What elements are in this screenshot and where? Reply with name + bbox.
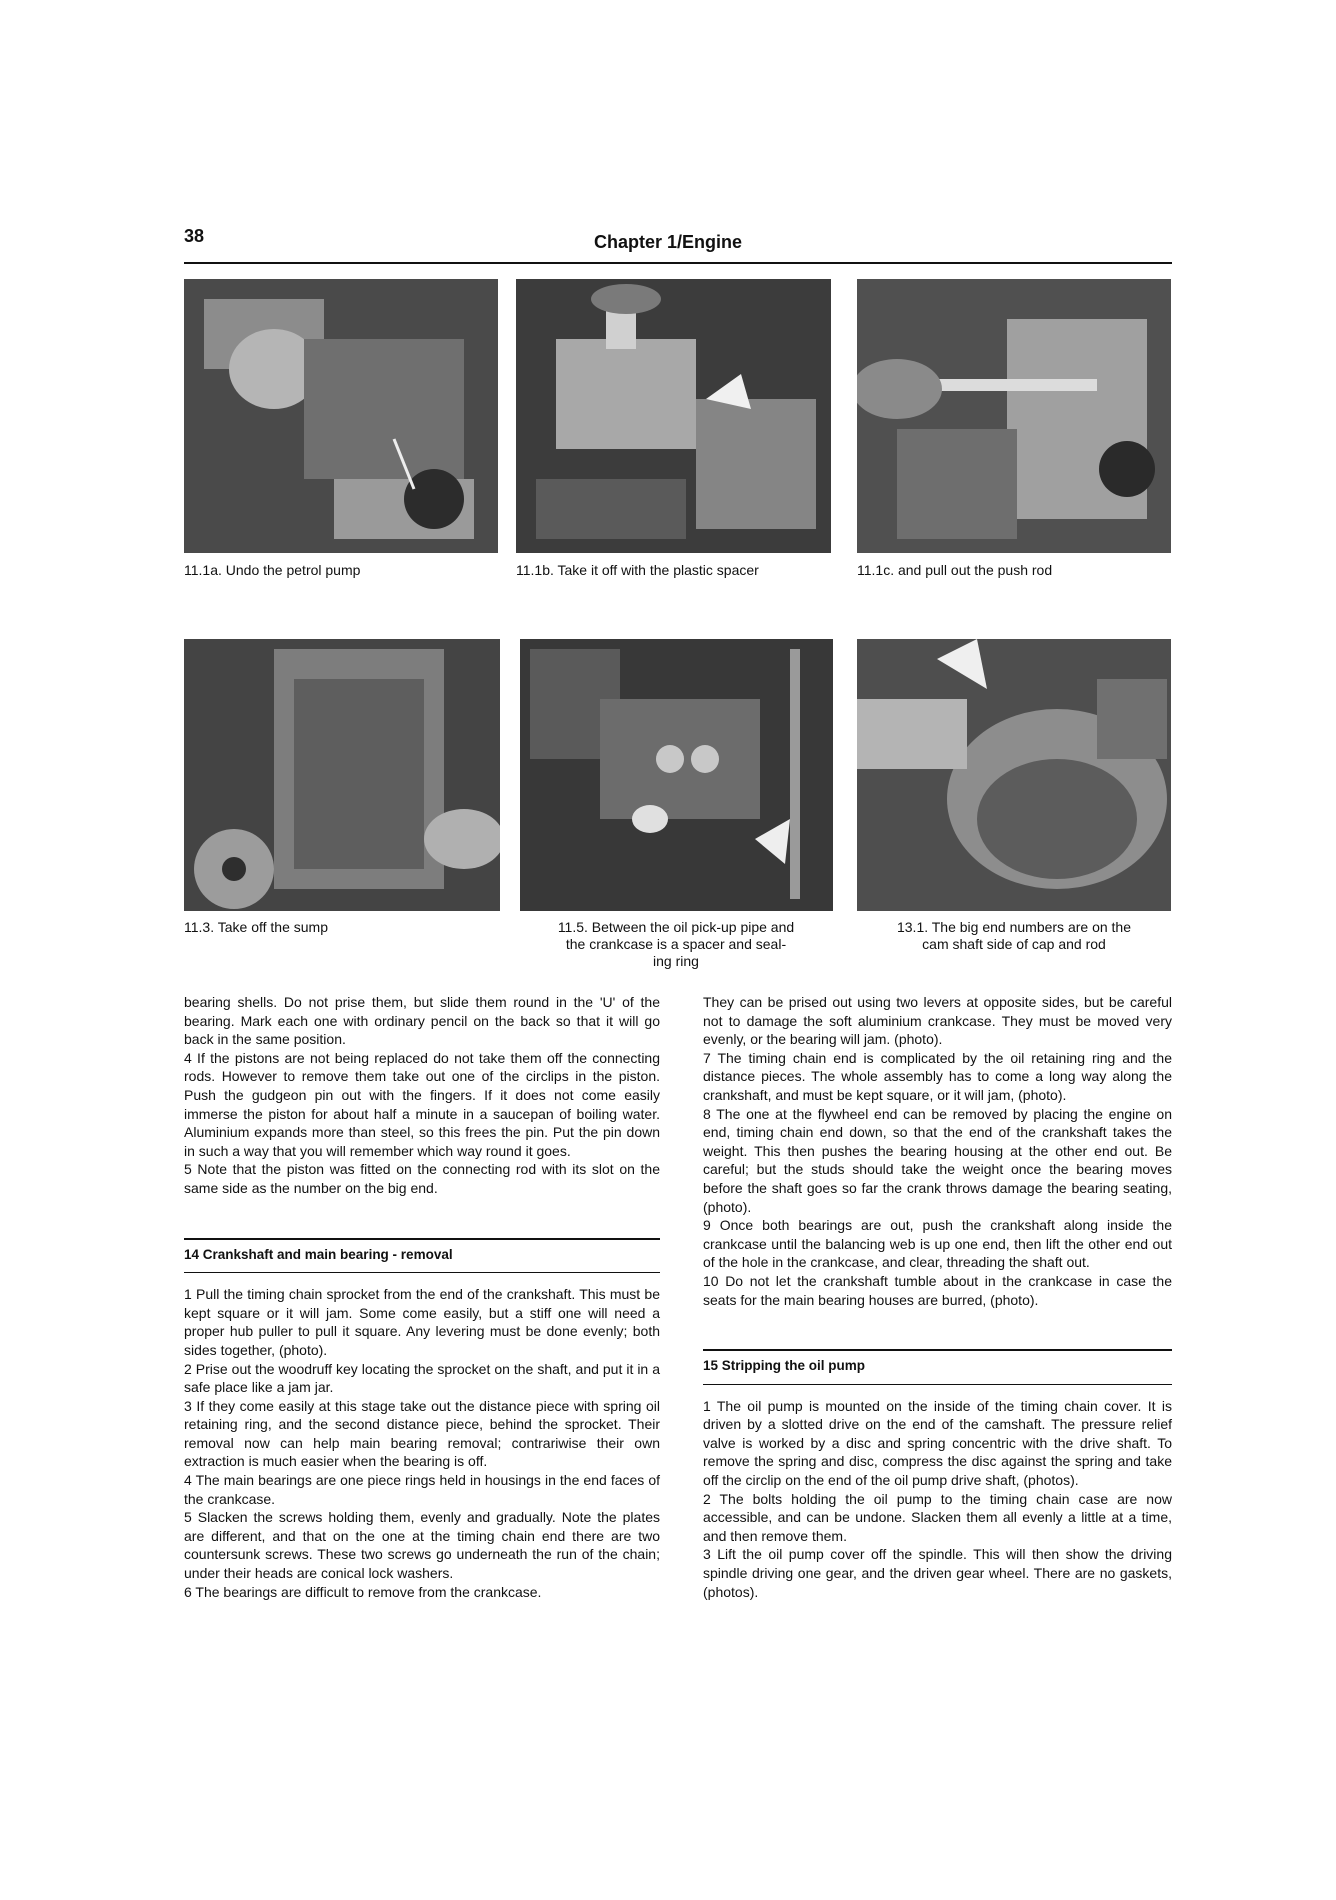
photo-oil-pickup — [520, 639, 833, 911]
photo-push-rod — [857, 279, 1171, 553]
paragraph: 9 Once both bearings are out, push the crankshaft along inside the crankcase until the balancing web is up one end, then lift the other end out of the hole in the crankcase, and clear, threading the shaft out. — [703, 1217, 1172, 1271]
paragraph: 10 Do not let the crankshaft tumble about in the crankcase in case the seats for the main bearing houses are burred, (photo). — [703, 1272, 1172, 1308]
caption-13-1 — [857, 919, 1171, 953]
caption-11-5 — [520, 919, 832, 970]
paragraph: 1 The oil pump is mounted on the inside of the timing chain cover. It is driven by a slotted drive on the end of the camshaft. The pressure relief valve is worked by a disc and spring concentric with the drive shaft. To remove the spring and disc, compress the disc against the spring and take off the circlip on the end of the oil pump drive shaft, (photos). — [703, 1397, 1172, 1489]
left-column — [184, 993, 660, 1601]
paragraph: 3 Lift the oil pump cover off the spindle. This will then show the driving spindle driving one gear, and the driven gear wheel. There are no gaskets, (photos). — [703, 1546, 1172, 1600]
paragraph: 5 Note that the piston was fitted on the connecting rod with its slot on the same side as the number on the big end. — [184, 1161, 660, 1196]
paragraph: 8 The one at the flywheel end can be removed by placing the engine on end, timing chain end down, so that the end of the crankshaft takes the weight. This then pushes the bearing housing at the other end out. Be careful; but the studs should take the weight once the bearing moves before the shaft goes so far the crank throws damage the bearing seating, (photo). — [703, 1105, 1172, 1215]
right-column — [703, 993, 1172, 1601]
caption-line: the crankcase is a spacer and seal- — [565, 936, 787, 952]
photo-petrol-pump — [184, 279, 498, 553]
caption-line: 11.5. Between the oil pick-up pipe and — [557, 919, 795, 935]
paragraph: 4 The main bearings are one piece rings held in housings in the end faces of the crankcase. — [184, 1472, 660, 1507]
caption-11-3: 11.3. Take off the sump — [184, 919, 328, 935]
chapter-title: Chapter 1/Engine — [593, 232, 743, 252]
paragraph: 7 The timing chain end is complicated by the oil retaining ring and the distance pieces. The whole assembly has to come a long way along the crankshaft, and must be kept square, or it will jam, (photo). — [703, 1049, 1172, 1103]
header-rule — [184, 262, 1172, 264]
caption-line: ing ring — [653, 953, 699, 969]
photo-big-end — [857, 639, 1171, 911]
paragraph: 1 Pull the timing chain sprocket from the end of the crankshaft. This must be kept square or it will jam. Some come easily, but a stiff one will need a proper hub puller to pull it square. Any levering must be done evenly; both sides together, (photo). — [184, 1286, 660, 1358]
paragraph: 4 If the pistons are not being replaced do not take them off the connecting rods. However to remove them take out one of the circlips in the piston. Push the gudgeon pin out with the fingers. If it does not come easily immerse the piston for about half a minute in a saucepan of boiling water. Aluminium expands more than steel, so this frees the pin. Put the pin down in such a way that you will remember which way round it goes. — [184, 1049, 660, 1159]
caption-11-1b: 11.1b. Take it off with the plastic spacer — [516, 562, 759, 578]
photo-plastic-spacer — [516, 279, 831, 553]
caption-11-1a: 11.1a. Undo the petrol pump — [184, 562, 361, 578]
section-subrule — [184, 1272, 660, 1273]
paragraph: 6 The bearings are difficult to remove from the crankcase. — [184, 1583, 542, 1600]
paragraph: 2 The bolts holding the oil pump to the timing chain case are now accessible, and can be undone. Slacken them all evenly a little at a time, and then remove them. — [703, 1490, 1172, 1544]
page-number: 38 — [184, 226, 205, 246]
paragraph: bearing shells. Do not prise them, but slide them round in the 'U' of the bearing. Mark each one with ordinary pencil on the back so that it will go back in the same position. — [184, 994, 660, 1048]
paragraph: 5 Slacken the screws holding them, evenly and gradually. Note the plates are different, and that on the one at the timing chain end there are two countersunk screws. These two screws go underneath the run of the chain; under their heads are conical lock washers. — [184, 1509, 660, 1582]
section-heading-14: 14 Crankshaft and main bearing - removal — [184, 1246, 453, 1262]
photo-sump — [184, 639, 500, 911]
caption-11-1c: 11.1c. and pull out the push rod — [857, 562, 1053, 578]
caption-line: 13.1. The big end numbers are on the — [896, 919, 1131, 935]
paragraph: 2 Prise out the woodruff key locating the sprocket on the shaft, and put it in a safe place like a jam jar. — [184, 1360, 660, 1396]
paragraph: 3 If they come easily at this stage take out the distance piece with spring oil retaining ring, and the second distance piece, behind the sprocket. Their removal now can help main bearing removal; contrariwise their own extraction is much easier when the bearing is off. — [184, 1397, 660, 1470]
paragraph: They can be prised out using two levers at opposite sides, but be careful not to damage the soft aluminium crankcase. They must be moved very evenly, or the bearing will jam. (photo). — [703, 994, 1172, 1048]
section-subrule — [703, 1384, 1172, 1385]
caption-line: cam shaft side of cap and rod — [922, 936, 1106, 952]
section-heading-15: 15 Stripping the oil pump — [703, 1358, 865, 1374]
